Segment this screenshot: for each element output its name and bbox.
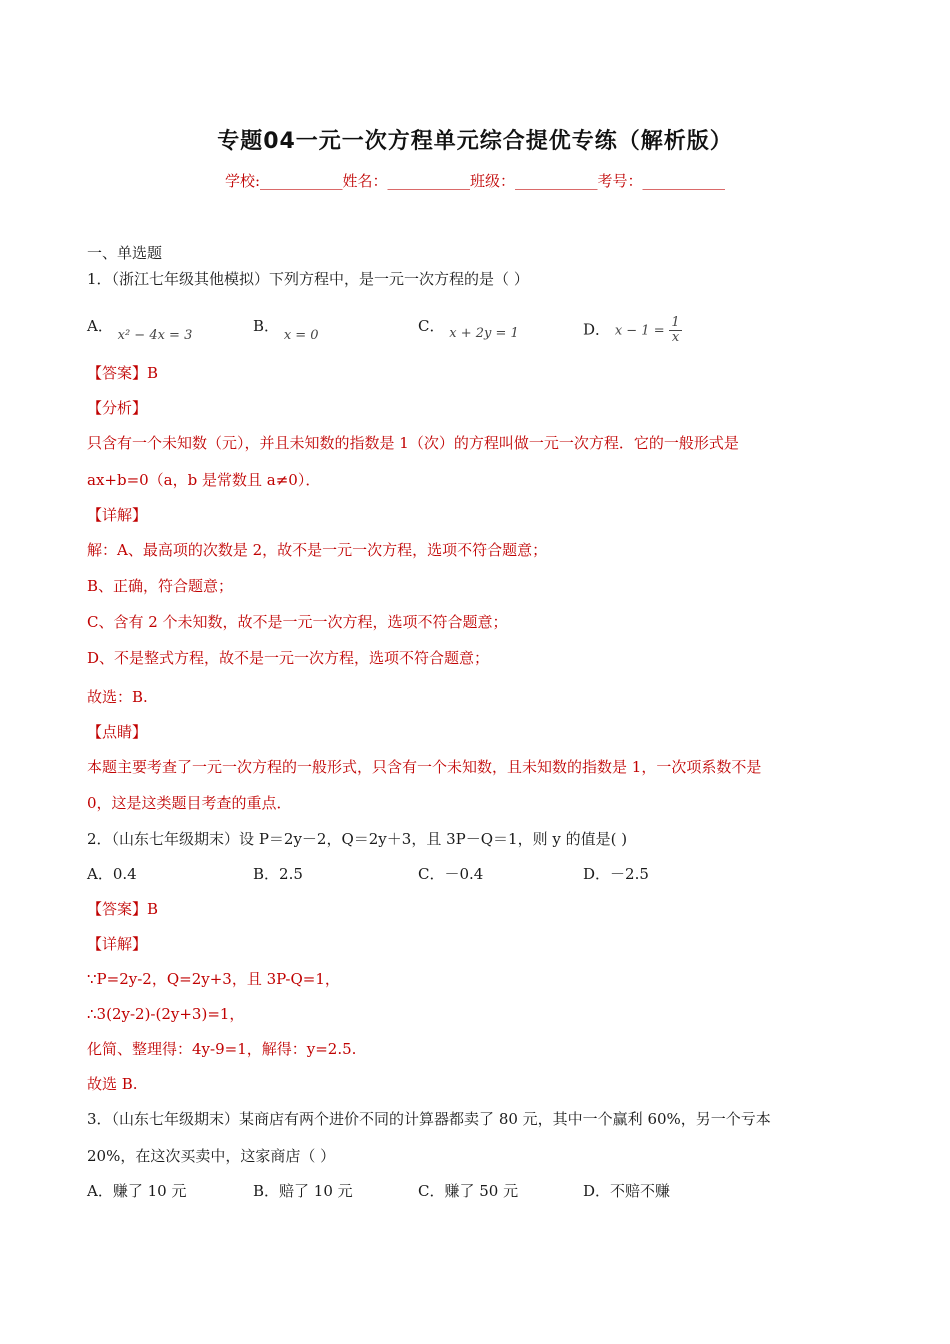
q1-answer: 【答案】B (87, 364, 159, 382)
q1-analysis-line-1: 只含有一个未知数（元），并且未知数的指数是 1（次）的方程叫做一元一次方程．它的一般形式是 (87, 434, 739, 452)
q2-option-c: C．－0.4 (418, 865, 484, 883)
q1-stem: 1．（浙江七年级其他模拟）下列方程中，是一元一次方程的是（ ） (87, 270, 529, 288)
q2-option-a: A．0.4 (87, 865, 137, 883)
q1-analysis-line-2: ax+b=0（a，b 是常数且 a≠0）． (87, 471, 321, 489)
q1-detail-line: D、不是整式方程，故不是一元一次方程，选项不符合题意； (87, 649, 490, 667)
option-label: B． (253, 317, 280, 335)
q3-stem-line-2: 20%，在这次买卖中，这家商店（ ） (87, 1147, 336, 1165)
option-math: x² − 4x = 3 (117, 328, 193, 343)
q1-detail-head: 【详解】 (87, 506, 148, 524)
q2-detail-line: ∵P=2y-2，Q=2y+3，且 3P-Q=1， (87, 970, 340, 988)
q2-detail-line: ∴3(2y-2)-(2y+3)=1， (87, 1005, 245, 1023)
q3-option-a: A．赚了 10 元 (87, 1182, 187, 1200)
fraction-denominator: x (671, 330, 680, 345)
section-title: 一、单选题 (87, 244, 163, 262)
q1-option-a (87, 316, 193, 343)
option-label: A． (87, 317, 113, 335)
q1-comment-line-2: 0，这是这类题目考查的重点． (87, 794, 292, 812)
q1-option-c (418, 316, 519, 341)
q1-analysis-head: 【分析】 (87, 399, 148, 417)
q2-option-b: B．2.5 (253, 865, 303, 883)
q3-option-d: D．不赔不赚 (583, 1182, 671, 1200)
student-info-line: 学校:___________姓名：___________班级：___________考号：___________ (224, 172, 726, 190)
q1-option-d (583, 316, 682, 345)
q1-detail-line: 解：A、最高项的次数是 2，故不是一元一次方程，选项不符合题意； (87, 541, 548, 559)
q2-conclusion: 故选 B. (87, 1075, 138, 1093)
fraction (669, 316, 681, 345)
q3-option-b: B．赔了 10 元 (253, 1182, 353, 1200)
q1-conclusion: 故选：B. (87, 688, 148, 706)
q2-answer: 【答案】B (87, 900, 159, 918)
option-label: D． (583, 320, 611, 339)
fraction-numerator: 1 (671, 315, 680, 330)
q1-detail-line: B、正确，符合题意； (87, 577, 234, 595)
q3-option-c: C．赚了 50 元 (418, 1182, 519, 1200)
q1-detail-line: C、含有 2 个未知数，故不是一元一次方程，选项不符合题意； (87, 613, 508, 631)
q1-option-b (253, 316, 319, 343)
q3-stem-line-1: 3．（山东七年级期末）某商店有两个进价不同的计算器都卖了 80 元，其中一个赢利 60%，另一个亏本 (87, 1110, 771, 1128)
q2-stem: 2．（山东七年级期末）设 P＝2y－2，Q＝2y＋3，且 3P－Q＝1，则 y 的值是( ) (87, 830, 628, 848)
q1-comment-head: 【点睛】 (87, 723, 148, 741)
option-math: x = 0 (283, 328, 319, 343)
q2-detail-head: 【详解】 (87, 935, 148, 953)
page-title: 专题04一元一次方程单元综合提优专练（解析版） (217, 129, 733, 154)
q1-comment-line-1: 本题主要考查了一元一次方程的一般形式，只含有一个未知数，且未知数的指数是 1，一次项系数不是 (87, 758, 762, 776)
option-math: x − 1 = (614, 323, 665, 339)
option-label: C． (418, 317, 445, 335)
q2-option-d: D．－2.5 (583, 865, 649, 883)
q2-detail-line: 化简、整理得：4y-9=1，解得：y=2.5. (87, 1040, 357, 1058)
option-math: x + 2y = 1 (449, 326, 519, 341)
